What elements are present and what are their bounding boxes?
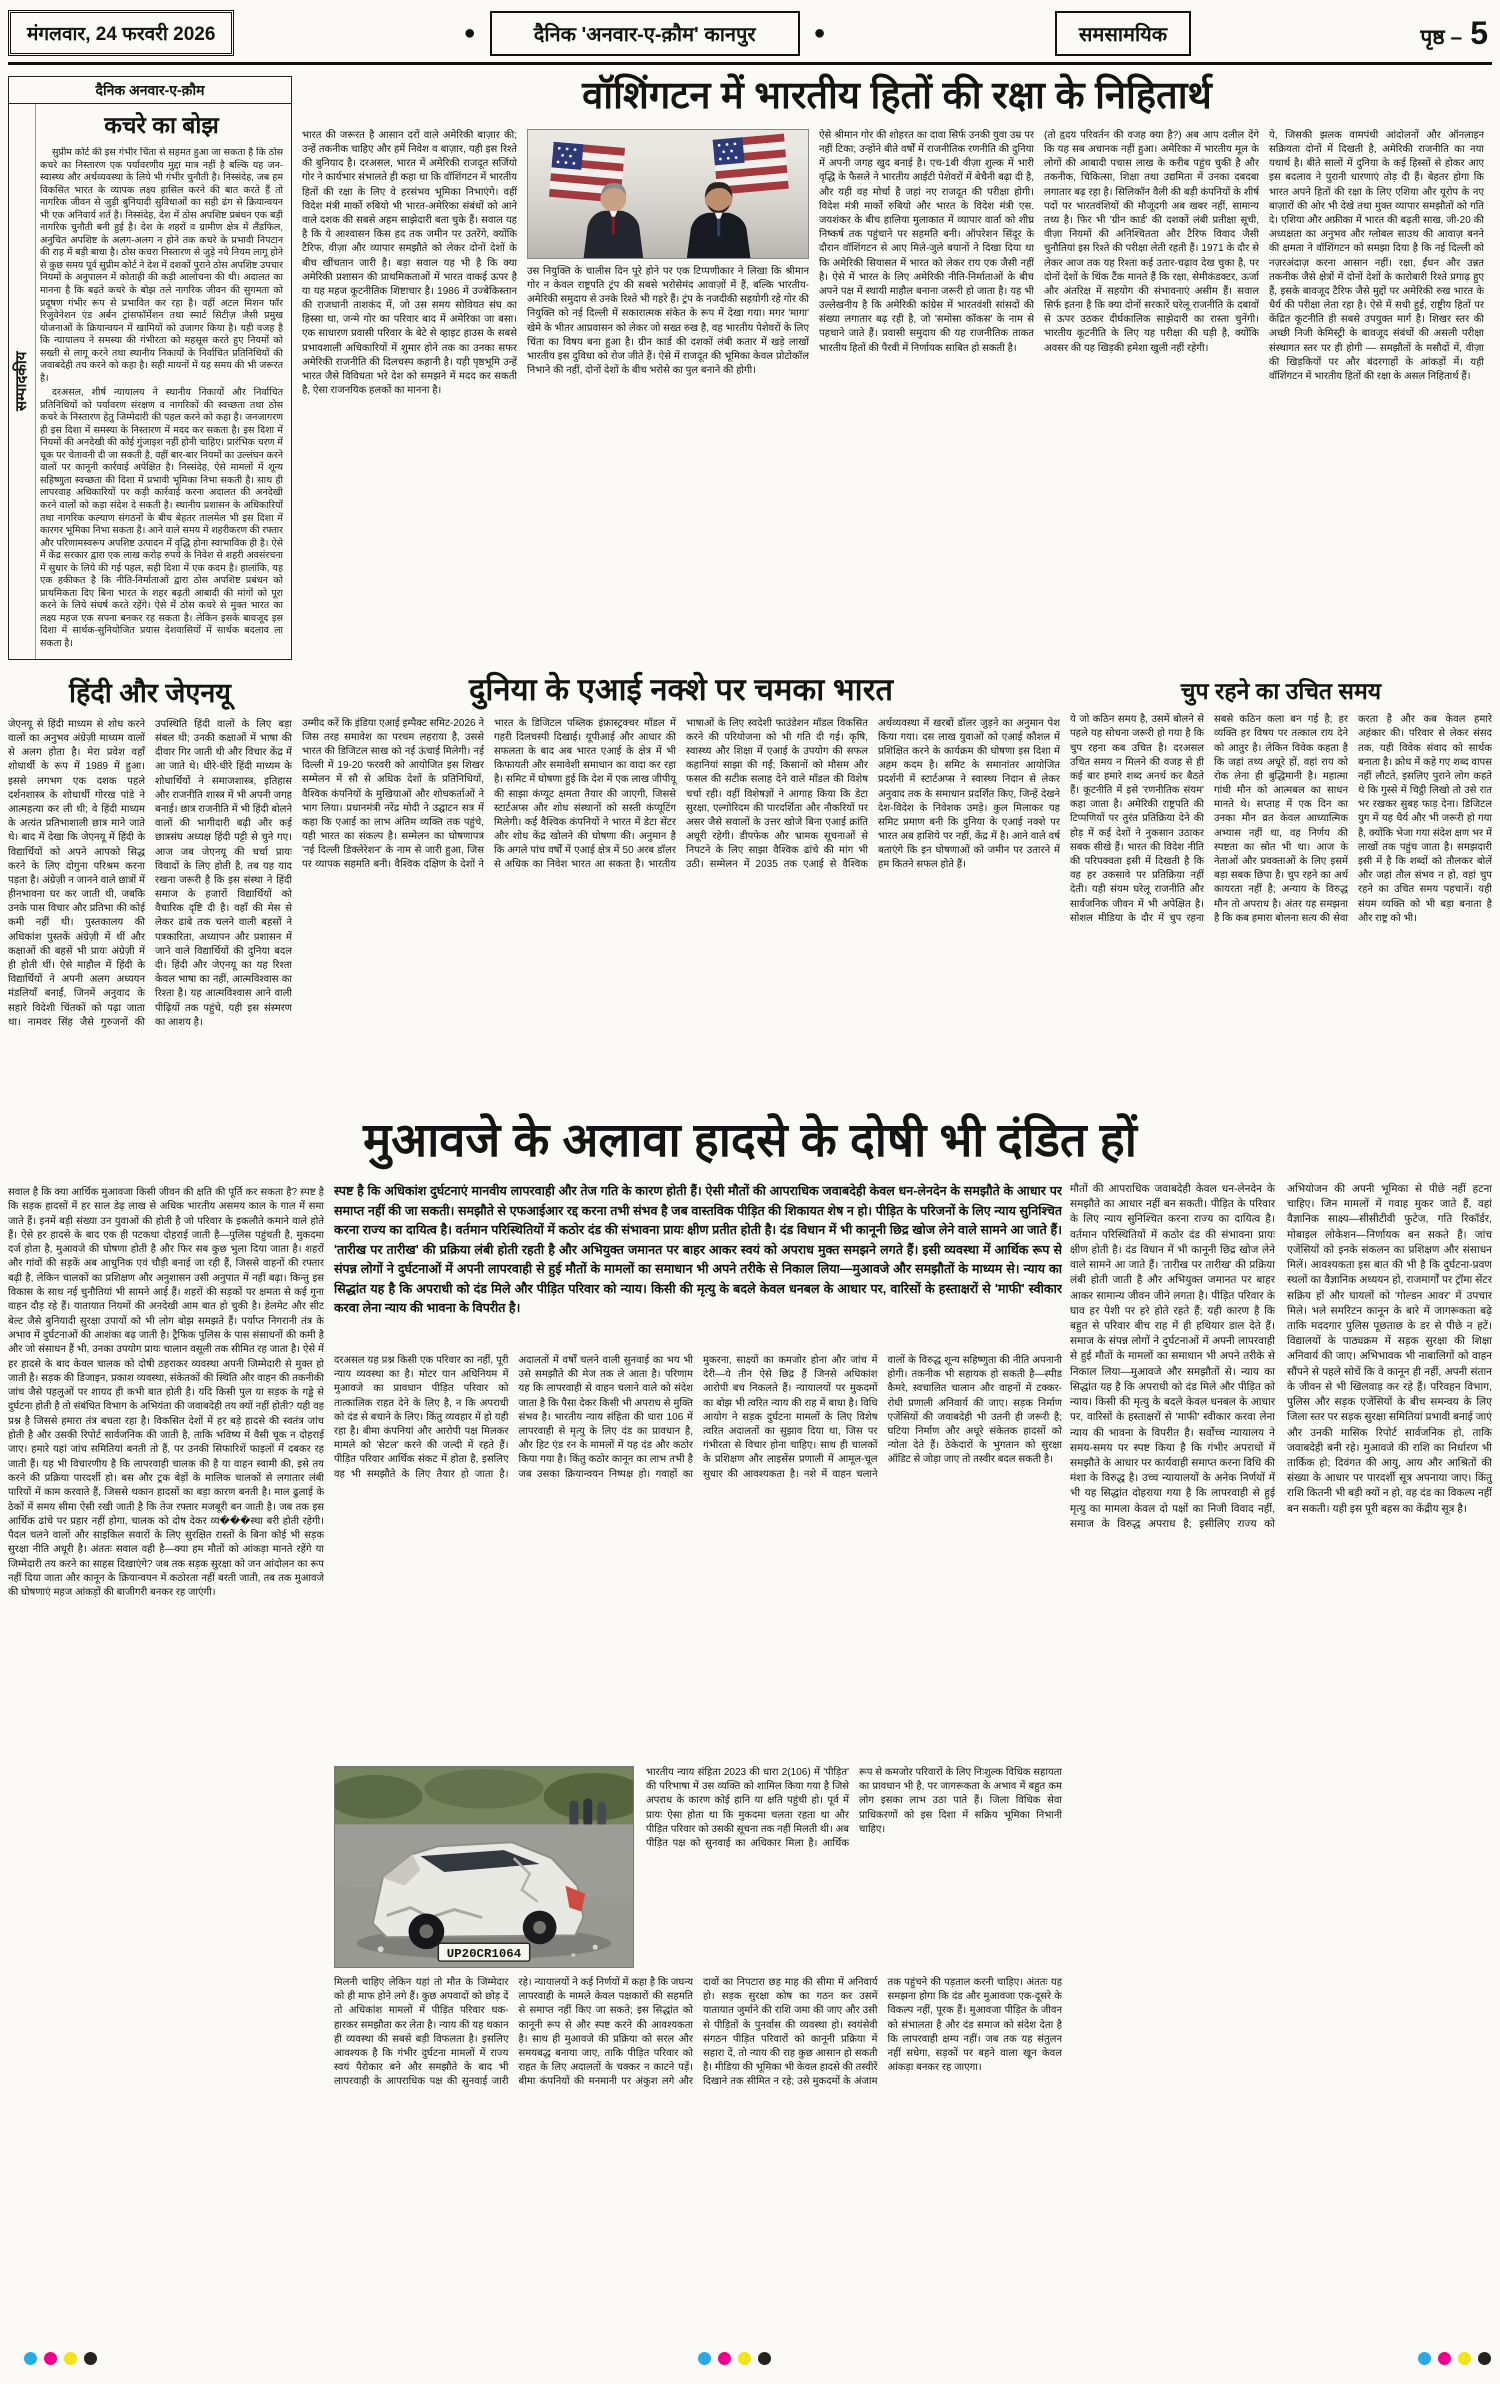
masthead-box	[490, 11, 800, 56]
cmyk-dot-black	[84, 2352, 97, 2365]
accident-body-upper: दरअसल यह प्रश्न किसी एक परिवार का नहीं, पूरी न्याय व्यवस्था का है। मोटर यान अधिनियम में मुआवजे का प्रावधान पीड़ित परिवार को तात्कालिक राहत देने के लिए है, न कि अपराधी को दंड से बचाने के लिए। किंतु व्यवहार में हो यही रहा है। बीमा कंपनियां और आरोपी पक्ष मिलकर मामले को 'सेटल' करने की जल्दी में रहते हैं। पीड़ित परिवार आर्थिक संकट में होता है, इसलिए वह भी समझौते के लिए तैयार हो जाता है। अदालतों में वर्षों चलने वाली सुनवाई का भय भी उसे समझौते की मेज तक ले आता है। परिणाम यह कि लापरवाही से वाहन चलाने वाले को संदेश जाता है कि पैसा देकर किसी भी अपराध से मुक्ति संभव है। भारतीय न्याय संहिता की धारा 106 में लापरवाही से मृत्यु के लिए दंड का प्रावधान है, और हिट एंड रन के मामलों में यह दंड और कठोर किया गया है। किंतु कठोर कानून का लाभ तभी है जब उसका क्रियान्वयन निष्पक्ष हो। गवाहों का मुकरना, साक्ष्यों का कमजोर होना और जांच में देरी—ये तीन ऐसे छिद्र हैं जिनसे अधिकांश आरोपी बच निकलते हैं। न्यायालयों पर मुकदमों का बोझ भी त्वरित न्याय की राह में बाधा है। विधि आयोग ने सड़क दुर्घटना मामलों के लिए विशेष त्वरित अदालतों का सुझाव दिया था, जिस पर गंभीरता से विचार होना चाहिए। साथ ही चालकों के प्रशिक्षण और लाइसेंस प्रणाली में आमूल-चूल सुधार की आवश्यकता है। नशे में वाहन चलाने वालों के विरुद्ध शून्य सहिष्णुता की नीति अपनानी होगी। तकनीक भी सहायक हो सकती है—स्पीड कैमरे, स्वचालित चालान और वाहनों में टक्कर-रोधी प्रणाली अनिवार्य की जाए। सड़क निर्माण एजेंसियों की जवाबदेही भी उतनी ही जरूरी है; घटिया निर्माण और अधूरे संकेतक हादसों को न्योता देते हैं। ठेकेदारों के भुगतान को सुरक्षा ऑडिट से जोड़ा जाए तो तस्वीर बदल सकती है।	[334, 1355, 1062, 1480]
cmyk-registration-dots	[24, 2352, 97, 2365]
article-column: ऐसे श्रीमान गोर की शोहरत का दावा सिर्फ उनकी युवा उम्र पर नहीं टिका; उन्होंने बीते वर्षों में राजनीतिक रणनीति की दुनिया में अपनी जगह खुद बनाई है। एच-1बी वीज़ा शुल्क में भारी वृद्धि के फैसले ने भारतीय आईटी पेशेवरों में बेचैनी बढ़ा दी है, और यही वह मोर्चा है जहां नए राजदूत की परीक्षा होगी। विदेश मंत्री मार्को रुबियो और भारत के विदेश मंत्री एस. जयशंकर के बीच हालिया मुलाकात में व्यापार वार्ता को शीघ्र निष्कर्ष तक पहुंचाने पर सहमति बनी। ऑपरेशन सिंदूर के दौरान वॉशिंगटन से आए मिले-जुले बयानों ने दिखा दिया था कि अमेरिकी सियासत में भारत को लेकर राय एक जैसी नहीं है। ऐसे में भारत के लिए अमेरिकी नीति-निर्माताओं के बीच अपने पक्ष में स्थायी माहौल बनाना जरूरी हो जाता है। यह भी उल्लेखनीय है कि अमेरिकी कांग्रेस में भारतवंशी सांसदों की संख्या लगातार बढ़ रही है, जो 'समोसा कॉकस' के नाम से पहचाने जाते हैं। प्रवासी समुदाय की यह राजनीतिक ताकत भारतीय हितों की पैरवी में निर्णायक साबित हो सकती है।	[819, 129, 1034, 354]
wrecked-car-accident-photo	[334, 1766, 634, 1968]
article-column-with-photo	[527, 129, 809, 651]
cmyk-dot-cyan	[698, 2352, 711, 2365]
section-text: समसामयिक	[1078, 23, 1168, 46]
bullet-icon: ●	[463, 22, 476, 44]
editorial-article	[8, 76, 292, 660]
ai-summit-article	[302, 672, 1060, 1104]
bystanders-silhouettes	[569, 1799, 606, 1827]
masthead-text: दैनिक 'अनवार-ए-क़ौम' कानपुर	[533, 23, 756, 46]
page-number-prefix: पृष्ठ –	[1420, 25, 1463, 49]
hindi-jnu-headline: हिंदी और जेएनयू	[69, 678, 231, 708]
cmyk-dot-yellow	[64, 2352, 77, 2365]
cmyk-dot-cyan	[1418, 2352, 1431, 2365]
cmyk-dot-magenta	[1438, 2352, 1451, 2365]
hindi-jnu-body: जेएनयू से हिंदी माध्यम से शोध करने वालों का अनुभव अंग्रेज़ी माध्यम वालों से अलग होता है। मेरा प्रवेश वहाँ शोधार्थी के रूप में 1989 में हुआ। इससे लगभग एक दशक पहले दर्शनशास्त्र के शोधार्थी गोरख पांडे ने आत्महत्या कर ली थी; वे हिंदी माध्यम के अत्यंत प्रतिभाशाली छात्र माने जाते थे। बाद में देखा कि जेएनयू में हिंदी के विद्यार्थियों को अपने आपको सिद्ध करने के लिए दोगुना परिश्रम करना पड़ता है। अंग्रेज़ी न जानने वाले छात्रों में हीनभावना घर कर जाती थी, जबकि उनके पास विचार और प्रतिभा की कोई कमी नहीं थी। पुस्तकालय की अधिकांश पुस्तकें अंग्रेज़ी में थीं और कक्षाओं की बहसें भी प्रायः अंग्रेज़ी में ही होती थीं। ऐसे माहौल में हिंदी के विद्यार्थियों ने अपनी अलग अध्ययन मंडलियाँ बनाईं, जिनमें अनुवाद के सहारे विदेशी चिंतकों को पढ़ा जाता था। नामवर सिंह जैसे गुरुजनों की उपस्थिति हिंदी वालों के लिए बड़ा संबल थी; उनकी कक्षाओं में भाषा की दीवार गिर जाती थी और विचार केंद्र में आ जाते थे। धीरे-धीरे हिंदी माध्यम के शोधार्थियों ने समाजशास्त्र, इतिहास और राजनीति शास्त्र में भी अपनी जगह बनाई। छात्र राजनीति में भी हिंदी बोलने वालों की भागीदारी बढ़ी और कई छात्रसंघ अध्यक्ष हिंदी पट्टी से चुने गए। आज जब जेएनयू की चर्चा प्रायः विवादों के लिए होती है, तब यह याद रखना जरूरी है कि इस संस्था ने हिंदी समाज के हजारों विद्यार्थियों को वैचारिक दृष्टि दी है। वहाँ की मेस से लेकर ढाबे तक चलने वाली बहसों ने पत्रकारिता, अध्यापन और प्रशासन में जाने वाले विद्यार्थियों की दुनिया बदल दी। हिंदी और जेएनयू का यह रिश्ता केवल भाषा का नहीं, आत्मविश्वास का रिश्ता है। यह आत्मविश्वास आने वाली पीढ़ियों तक पहुंचे, यही इस संस्मरण का आशय है।	[8, 718, 292, 1028]
date-box	[8, 10, 234, 56]
cmyk-dot-magenta	[718, 2352, 731, 2365]
editorial-paragraph: सुप्रीम कोर्ट की इस गंभीर चिंता से सहमत हुआ जा सकता है कि ठोस कचरे का निस्तारण एक पर्यावरणीय मुद्दा मात्र नहीं है बल्कि यह जन-स्वास्थ्य और अर्थव्यवस्था के लिये भी गंभीर चुनौती है। निस्संदेह, जब हम विकसित भारत के व्यापक लक्ष्य हासिल करने की बात करते हैं तो नागरिक जीवन से जुड़ी बुनियादी सुविधाओं का सही ढंग से क्रियान्वयन भी एक अनिवार्य शर्त है। निस्संदेह, देश में ठोस अपशिष्ट प्रबंधन एक बड़ी नागरिक चुनौती बनी हुई है। देश के शहरों व ग्रामीण क्षेत्र में लैंडफिल, अनुचित अपशिष्ट के अलग-अलग न होने तक कचरे के प्रभावी निपटान की राह में बड़ी बाधा है। ठोस कचरा निस्तारण से जुड़े नये नियम लागू होने से कुछ समय पूर्व सुप्रीम कोर्ट ने देश में दशकों पुराने ठोस अपशिष्ट उपचार नियमों के अनुपालन में कोताही की कड़ी आलोचना की थी। अदालत का मानना है कि बढ़ते कचरे के बोझ तले नागरिक जीवन की सुगमता को प्रदूषण गंभीर रूप से प्रभावित कर रहा है। वहीं अटल मिशन फॉर रिजुवेनेशन एंड अर्बन ट्रांसफॉर्मेशन तथा स्मार्ट सिटीज़ जैसी प्रमुख योजनाओं के क्रियान्वयन में खामियों को उजागर किया है। यही वजह है कि न्यायालय ने समस्या की गंभीरता को महसूस करते हुए नियमों को सख्ती से लागू करने तथा स्थानीय निकायों के निर्वाचित प्रतिनिधियों की जवाबदेही तय करने को कहा है। सही मायनों में यह समय की भी जरूरत है।	[40, 147, 283, 384]
cmyk-dot-black	[758, 2352, 771, 2365]
washington-headline: वॉशिंगटन में भारतीय हितों की रक्षा के निहितार्थ	[582, 75, 1212, 117]
accident-bold-intro: स्पष्ट है कि अधिकांश दुर्घटनाएं मानवीय लापरवाही और तेज गति के कारण होती हैं। ऐसी मौतों की आपराधिक जवाबदेही केवल धन-लेनदेन के समझौते के आधार पर समाप्त नहीं की जा सकती। समझौते से एफआईआर रद्द करना तभी संभव है जब वास्तविक पीड़ित की शिकायत शेष न हो। पीड़ित के परिजनों के लिए न्याय सुनिश्चित करना राज्य का दायित्व है। वर्तमान परिस्थितियों में कठोर दंड की संभावना प्रायः क्षीण प्रतीत होती है। दंड विधान में भी कानूनी छिद्र खोज लेने वाले सामने आ जाते हैं। 'तारीख पर तारीख' की प्रक्रिया लंबी होती रहती है और अभियुक्त जमानत पर बाहर आकर स्वयं को अपराध मुक्त समझने लगते हैं। इसी व्यवस्था में आर्थिक रूप से संपन्न लोगों ने दुर्घटनाओं में अपनी लापरवाही से हुई मौतों के मामलों का समाधान भी अपने तरीके से निकाल लिया—मुआवजे और समझौतों के माध्यम से। न्याय का सिद्धांत यह है कि अपराधी को दंड मिले और पीड़ित परिवार को न्याय। किसी की मृत्यु के बदले केवल धनबल के आधार पर, वारिसों के हस्ताक्षरों से 'माफी' स्वीकार करवा लेना न्याय की भावना के विपरीत है।	[334, 1184, 1062, 1316]
silence-body: ये जो कठिन समय है, उसमें बोलने से पहले यह सोचना जरूरी हो गया है कि चुप रहना कब उचित है। दरअसल उचित समय न मिलने की वजह से ही कई बार हमारे शब्द अनर्थ कर बैठते हैं। कूटनीति में इसे 'रणनीतिक संयम' कहा जाता है। अमेरिकी राष्ट्रपति की टिप्पणियों पर तुरंत प्रतिक्रिया देने की होड़ में कई देशों ने नुकसान उठाकर सबक सीखे हैं। भारत की विदेश नीति की परिपक्वता इसी में दिखती है कि वह हर उकसावे पर प्रतिक्रिया नहीं देती। यही संयम घरेलू राजनीति और सार्वजनिक जीवन में भी अपेक्षित है। सोशल मीडिया के दौर में चुप रहना सबसे कठिन कला बन गई है; हर व्यक्ति हर विषय पर तत्काल राय देने को आतुर है। लेकिन विवेक कहता है कि जहां तथ्य अधूरे हों, वहां राय को रोक लेना ही बुद्धिमानी है। महात्मा गांधी मौन को आत्मबल का साधन मानते थे। सप्ताह में एक दिन का उनका मौन व्रत केवल आध्यात्मिक अभ्यास नहीं था, वह निर्णय की स्पष्टता का स्रोत भी था। आज के नेताओं और प्रवक्ताओं के लिए इसमें बड़ा सबक छिपा है। चुप रहने का अर्थ कायरता नहीं है; अन्याय के विरुद्ध मौन तो अपराध है। अंतर यह समझना है कि कब हमारा बोलना सत्य की सेवा करता है और कब केवल हमारे अहंकार की। परिवार से लेकर संसद तक, यही विवेक संवाद को सार्थक बनाता है। क्रोध में कहे गए शब्द वापस नहीं लौटते, इसलिए पुराने लोग कहते थे कि गुस्से में चिट्ठी लिखो तो उसे रात भर रखकर सुबह फाड़ देना। डिजिटल युग में यह धैर्य और भी जरूरी हो गया है, क्योंकि भेजा गया संदेश क्षण भर में लाखों तक पहुंच जाता है। समझदारी इसी में है कि शब्दों को तौलकर बोलें और जहां तौल संभव न हो, वहां चुप रहने का उचित समय पहचानें। यही संयम व्यक्ति को भी बड़ा बनाता है और राष्ट्र को भी।	[1070, 714, 1492, 924]
cmyk-dot-black	[1478, 2352, 1491, 2365]
date-text: मंगलवार, 24 फरवरी 2026	[27, 24, 216, 45]
hindi-jnu-article	[8, 678, 292, 1104]
license-plate	[438, 1943, 529, 1961]
article-column: भारत की जरूरत है आसान दरों वाले अमेरिकी बाज़ार की; उन्हें तकनीक चाहिए और हमें निवेश व बाज़ार, यही इस रिश्ते की बुनियाद है। दरअसल, भारत में अमेरिकी राजदूत सर्जियो गोर ने कार्यभार संभालते ही कहा था कि वॉशिंगटन में भारतीय हितों की रक्षा के लिए वे हरसंभव भूमिका निभाएंगे। वहीं विदेश मंत्री मार्को रुबियो भी भारत-अमेरिका संबंधों को आने वाले दशक की सबसे अहम साझेदारी बता चुके हैं। सवाल यह है कि ये आश्वासन किस हद तक जमीन पर उतरेंगे, क्योंकि टैरिफ, वीज़ा और व्यापार समझौते को लेकर दोनों देशों के बीच खींचतान जारी है। बड़ा सवाल यह भी है कि क्या अमेरिकी प्रशासन की प्राथमिकताओं में भारत वाकई ऊपर है या यह महज कूटनीतिक शिष्टाचार है। 1986 में उज्बेकिस्तान की राजधानी ताशकंद में, जो उस समय सोवियत संघ का हिस्सा था, जन्मे गोर का परिवार बाद में अमेरिका जा बसा। एक साधारण प्रवासी परिवार के बेटे से व्हाइट हाउस के सबसे प्रभावशाली अधिकारियों में शुमार होने तक का उनका सफर अमेरिकी राजनीति की दिलचस्प कहानी है। यही पृष्ठभूमि उन्हें भारत जैसे विविधता भरे देश को समझने में मदद कर सकती है, ऐसा राजनयिक हलकों का मानना है।	[302, 129, 517, 397]
editorial-body-wrap	[9, 104, 291, 659]
ai-summit-body: उम्मीद करें कि इंडिया एआई इम्पैक्ट समिट-2026 ने जिस तरह समावेश का परचम लहराया है, उससे भारत की डिजिटल साख को नई ऊंचाई मिलेगी। नई दिल्ली में 19-20 फरवरी को आयोजित इस शिखर सम्मेलन में सौ से अधिक देशों के प्रतिनिधियों, वैश्विक कंपनियों के मुखियाओं और शोधकर्ताओं ने भाग लिया। प्रधानमंत्री नरेंद्र मोदी ने उद्घाटन सत्र में कहा कि एआई का लाभ अंतिम व्यक्ति तक पहुंचे, यही भारत का संकल्प है। सम्मेलन का घोषणापत्र 'नई दिल्ली डिक्लेरेशन' के नाम से जारी हुआ, जिस पर व्यापक सहमति बनी। वैश्विक दक्षिण के देशों ने भारत के डिजिटल पब्लिक इंफ्रास्ट्रक्चर मॉडल में गहरी दिलचस्पी दिखाई। यूपीआई और आधार की सफलता के बाद अब भारत एआई के क्षेत्र में भी किफायती और समावेशी समाधान का वादा कर रहा है। समिट में घोषणा हुई कि देश में एक लाख जीपीयू की साझा कंप्यूट क्षमता तैयार की जाएगी, जिससे स्टार्टअप्स और शोध संस्थानों को सस्ती कंप्यूटिंग मिलेगी। कई वैश्विक कंपनियों ने भारत में डेटा सेंटर और शोध केंद्र खोलने की घोषणा की। अनुमान है कि अगले पांच वर्षों में एआई क्षेत्र में 50 अरब डॉलर से अधिक का निवेश भारत आ सकता है। भारतीय भाषाओं के लिए स्वदेशी फाउंडेशन मॉडल विकसित करने की परियोजना को भी गति दी गई। कृषि, स्वास्थ्य और शिक्षा में एआई के उपयोग की सफल कहानियां साझा की गईं; किसानों को मौसम और फसल की सटीक सलाह देने वाले मॉडल की विशेष चर्चा रही। वहीं विशेषज्ञों ने आगाह किया कि डेटा सुरक्षा, एल्गोरिदम की पारदर्शिता और नौकरियों पर असर जैसे सवालों के उत्तर खोजे बिना एआई क्रांति अधूरी रहेगी। डीपफेक और भ्रामक सूचनाओं से निपटने के लिए साझा वैश्विक ढांचे की मांग भी उठी। सम्मेलन में 2035 तक एआई से वैश्विक अर्थव्यवस्था में खरबों डॉलर जुड़ने का अनुमान पेश किया गया। दस लाख युवाओं को एआई कौशल में प्रशिक्षित करने के कार्यक्रम की घोषणा इस दिशा में अहम कदम है। समिट के समानांतर आयोजित प्रदर्शनी में स्टार्टअप्स ने स्वास्थ्य निदान से लेकर अनुवाद तक के समाधान प्रदर्शित किए, जिन्हें देखने देश-विदेश के निवेशक उमड़े। कुल मिलाकर यह समिट प्रमाण बनी कि दुनिया के एआई नक्शे पर भारत अब हाशिये पर नहीं, केंद्र में है। आने वाले वर्ष बताएंगे कि इन घोषणाओं को जमीन पर उतारने में हम कितने सफल होते हैं।	[302, 717, 1060, 871]
cmyk-registration-dots	[1418, 2352, 1491, 2365]
masthead-group	[464, 11, 826, 56]
silence-headline: चुप रहने का उचित समय	[1180, 678, 1382, 704]
accident-left-column: सवाल है कि क्या आर्थिक मुआवजा किसी जीवन की क्षति की पूर्ति कर सकता है? स्पष्ट है कि सड़क हादसों में हर साल डेढ़ लाख से अधिक भारतीय असमय काल के गाल में समा जाते हैं। इनमें बड़ी संख्या उन युवाओं की होती है जो परिवार के इकलौते कमाने वाले होते हैं। ऐसे हर हादसे के बाद एक ही पटकथा दोहराई जाती है—पुलिस पहुंचती है, मुकदमा दर्ज होता है, मुआवजे की घोषणा होती है और फिर सब कुछ भुला दिया जाता है। शहरों और गांवों की सड़कें अब आधुनिक एवं चौड़ी बनाई जा रही हैं, जिससे वाहनों की रफ्तार बढ़ी है, लेकिन चालकों का प्रशिक्षण और अनुशासन उसी अनुपात में नहीं बढ़ा। किन्तु इस विकास के साथ नई चुनौतियां भी सामने आई हैं। शहरों की सड़कों पर क्षमता से कई गुना वाहन दौड़ रहे हैं। यातायात नियमों की अनदेखी आम बात हो चुकी है। हेलमेट और सीट बेल्ट जैसे बुनियादी सुरक्षा उपायों को भी लोग बोझ समझते हैं। पर्याप्त निगरानी तंत्र के अभाव में दुर्घटनाओं की आशंका बढ़ जाती है। ट्रैफिक पुलिस के पास संसाधनों की कमी है और जो संसाधन हैं भी, उनका उपयोग प्रायः चालान वसूली तक सीमित रह जाता है। ऐसे में हर हादसे के बाद केवल चालक को दोषी ठहराकर व्यवस्था अपनी जिम्मेदारी से मुक्त हो जाती है। सड़क की डिजाइन, प्रकाश व्यवस्था, संकेतकों की स्थिति और वाहन की तकनीकी जांच जैसे पहलुओं पर शायद ही कभी बात होती है। यदि किसी पुल या सड़क के गड्ढे से दुर्घटना होती है तो संबंधित विभाग के अभियंता की जवाबदेही तय क्यों नहीं होती? यही वह प्रश्न है जिससे हमारा तंत्र बचता रहा है। विकसित देशों में हर बड़े हादसे की स्वतंत्र जांच होती है और उसकी रिपोर्ट सार्वजनिक की जाती है, ताकि भविष्य में वैसी चूक न दोहराई जाए। हमारे यहां जांच समितियां बनती तो हैं, पर उनकी सिफारिशें फाइलों में दबकर रह जाती हैं। यह भी विचारणीय है कि लापरवाही चालक की है या वाहन स्वामी की, इसे तय करने की प्रक्रिया पारदर्शी हो। बस और ट्रक बेड़ों के मालिक चालकों से लगातार लंबी पारियों में काम करवाते हैं, जिससे थकान हादसों का बड़ा कारण बनती है। माल ढुलाई के ठेकों में समय सीमा ऐसी रखी जाती है कि तेज रफ्तार मजबूरी बन जाती है। जब तक इस आर्थिक ढांचे पर प्रहार नहीं होगा, चालक को दोष देकर व्य���स्था बरी होती रहेगी। पैदल चलने वालों और साइकिल सवारों के लिए सुरक्षित रास्तों के बिना कोई भी सड़क सुरक्षा नीति अधूरी है। अंततः सवाल वही है—क्या हम मौतों को आंकड़ा मानते रहेंगे या जिम्मेदारी तय करने का साहस दिखाएंगे? जब तक सड़क सुरक्षा को जन आंदोलन का रूप नहीं दिया जाता और कानून के क्रियान्वयन में कठोरता नहीं बरती जाती, तब तक मुआवजे की घोषणाएं महज आंकड़ों की बाजीगरी बनकर रह जाएंगी।	[8, 1187, 324, 1599]
accident-body-lower: मिलनी चाहिए लेकिन यहां तो मौत के जिम्मेदार को ही माफ होने लगे हैं। कुछ अपवादों को छोड़ दें तो अधिकांश मामलों में पीड़ित परिवार थक-हारकर समझौता कर लेता है। न्याय की यह थकान ही व्यवस्था की सबसे बड़ी विफलता है। इसलिए आवश्यक है कि गंभीर दुर्घटना मामलों में राज्य स्वयं पैरोकार बने और समझौते के बाद भी लापरवाही के आपराधिक पक्ष की सुनवाई जारी रहे। न्यायालयों ने कई निर्णयों में कहा है कि जघन्य लापरवाही के मामले केवल पक्षकारों की सहमति से समाप्त नहीं किए जा सकते; इस सिद्धांत को कानूनी रूप से और स्पष्ट करने की आवश्यकता है। साथ ही मुआवजे की प्रक्रिया को सरल और समयबद्ध बनाया जाए, ताकि पीड़ित परिवार को राहत के लिए अदालतों के चक्कर न काटने पड़ें। बीमा कंपनियों की मनमानी पर अंकुश लगे और दावों का निपटारा छह माह की सीमा में अनिवार्य हो। सड़क सुरक्षा कोष का गठन कर उसमें यातायात जुर्माने की राशि जमा की जाए और उसी से पीड़ितों के पुनर्वास की व्यवस्था हो। स्वयंसेवी संगठन पीड़ित परिवारों को कानूनी प्रक्रिया में सहारा दें, तो न्याय की राह कुछ आसान हो सकती है। मीडिया की भूमिका भी केवल हादसे की तस्वीरें दिखाने तक सीमित न रहे; उसे मुकदमों के अंजाम तक पहुंचने की पड़ताल करनी चाहिए। अंततः यह समझना होगा कि दंड और मुआवजा एक-दूसरे के विकल्प नहीं, पूरक हैं। मुआवजा पीड़ित के जीवन को संभालता है और दंड समाज को संदेश देता है कि लापरवाही क्षम्य नहीं। जब तक यह संतुलन नहीं सधेगा, सड़कों पर बहने वाला खून केवल आंकड़ा बनकर रह जाएगा।	[334, 1977, 1062, 2088]
license-plate-text: UP20CR1064	[446, 1947, 522, 1962]
page-number	[1420, 15, 1492, 52]
accident-photo-side-text: भारतीय न्याय संहिता 2023 की धारा 2(106) में 'पीड़ित' की परिभाषा में उस व्यक्ति को शामिल किया गया है जिसे अपराध के कारण कोई हानि या क्षति पहुंची हो। पूर्व में प्रायः ऐसा होता था कि मुकदमा चलता रहता था और पीड़ित परिवार को उसकी सूचना तक नहीं मिलती थी। अब पीड़ित पक्ष को सुनवाई का अधिकार मिला है। आर्थिक रूप से कमजोर परिवारों के लिए निःशुल्क विधिक सहायता का प्रावधान भी है, पर जागरूकता के अभाव में बहुत कम लोग इसका लाभ उठा पाते हैं। जिला विधिक सेवा प्राधिकरणों को इस दिशा में सक्रिय भूमिका निभानी चाहिए।	[646, 1767, 1062, 1849]
cmyk-registration-dots	[698, 2352, 771, 2365]
editorial-paragraph: दरअसल, शीर्ष न्यायालय ने स्थानीय निकायों और निर्वाचित प्रतिनिधियों को पर्यावरण संरक्षण व नागरिकों की स्वच्छता तथा ठोस कचरे के निस्तारण हेतु जिम्मेदारी की पहल करने को कहा है। जनजागरण ही इस दिशा में समस्या के निस्तारण में मदद कर सकता है। इस दिशा में नियमों की अनदेखी की कोई गुंजाइश नहीं होनी चाहिए। प्रारंभिक चरण में चूक पर चेतावनी दी जा सकती है, वहीं बार-बार नियमों का उल्लंघन करने वालों पर कानूनी कार्रवाई अपेक्षित है। निस्संदेह, ऐसे मामलों में शून्य सहिष्णुता स्वच्छता की दिशा में प्रभावी भूमिका निभा सकती है। साथ ही लापरवाह अधिकारियों पर कड़ी कार्रवाई करना अदालत की अनदेखी करने वालों को कड़ा संदेश दे सकती है। स्थानीय प्रशासन के अधिकारियों तथा नागरिक कल्याण संगठनों के बीच बेहतर तालमेल भी इस दिशा में कारगर भूमिका निभा सकता है। आने वाले समय में शहरीकरण की रफ्तार और परिणामस्वरूप अपशिष्ट उत्पादन में वृद्धि होना स्वाभाविक ही है। ऐसे में केंद्र सरकार द्वारा एक लाख करोड़ रुपये के निवेश से शहरी अवसंरचना में सुधार के लिये की गई पहल, सही दिशा में एक कदम है। हालांकि, यह एक हकीकत है कि नीति-निर्माताओं द्वारा ठोस अपशिष्ट प्रबंधन को प्राथमिकता दिए बिना भारत के शहर बढ़ती आबादी की मांगों को पूरा करने के लिये संघर्ष करते रहेंगे। ऐसे में ठोस कचरे से मुक्त भारत का लक्ष्य महज एक सपना बनकर रह सकता है। लेकिन इसके बावजूद इस दिशा में सार्थक-सुनियोजित प्रयास देशवासियों में सार्थक बदलाव ला सकता है।	[40, 387, 283, 649]
cmyk-dot-yellow	[1458, 2352, 1471, 2365]
header-rule	[8, 62, 1492, 65]
editorial-kicker: सम्पादकीय	[9, 104, 36, 659]
cmyk-dot-cyan	[24, 2352, 37, 2365]
accident-photo-row	[334, 1766, 1062, 1968]
editorial-masthead: दैनिक अनवार-ए-क़ौम	[9, 77, 291, 104]
article-column: ये, जिसकी झलक वामपंथी आंदोलनों और ऑनलाइन सक्रियता दोनों में दिखती है, अमेरिकी राजनीति का नया यथार्थ है। बीते सालों में दुनिया के कई हिस्सों से होकर आए इस बदलाव ने पुरानी धारणाएं तोड़ दी हैं। बेहतर होगा कि भारत अपने हितों की रक्षा के लिए एशिया और यूरोप के नए बाज़ारों की ओर भी देखे तथा मुक्त व्यापार समझौतों को गति दे। एशिया और अफ्रीका में भारत की बढ़ती साख, जी-20 की अध्यक्षता का अनुभव और ग्लोबल साउथ की आवाज़ बनने की क्षमता ने वॉशिंगटन को समझा दिया है कि नई दिल्ली को नज़रअंदाज़ करना आसान नहीं। रक्षा, ईंधन और उन्नत तकनीक जैसे क्षेत्रों में दोनों देशों के कारोबारी रिश्ते प्रगाढ़ हुए हैं, इसके बावजूद टैरिफ जैसे मुद्दों पर अमेरिकी रुख भारत के धैर्य की परीक्षा लेता रहा है। ऐसे में सधी हुई, राष्ट्रीय हितों पर केंद्रित कूटनीति ही सबसे उपयुक्त मार्ग है। शिखर स्तर की अच्छी निजी केमिस्ट्री के बावजूद संबंधों की असली परीक्षा संस्थागत स्तर पर ही होगी — समझौतों के मसौदों में, वीज़ा की खिड़कियों पर और बंदरगाहों के आंकड़ों में। यही वॉशिंगटन में भारतीय हितों की रक्षा के असल निहितार्थ हैं।	[1269, 129, 1484, 383]
article-column: (तो हृदय परिवर्तन की वजह क्या है?) अब आप दलील देंगे कि यह सब अचानक नहीं हुआ। अमेरिका में भारतीय मूल के लोगों की आबादी पचास लाख के करीब पहुंच चुकी है और तकनीक, चिकित्सा, शिक्षा तथा उद्यमिता में उनका दबदबा लगातार बढ़ रहा है। सिलिकॉन वैली की बड़ी कंपनियों के शीर्ष पदों पर भारतवंशियों की मौजूदगी अब खबर नहीं, सामान्य तथ्य है। फिर भी 'ग्रीन कार्ड' की दशकों लंबी प्रतीक्षा सूची, वीज़ा नियमों की अनिश्चितता और टैरिफ विवाद जैसी चुनौतियां इस रिश्ते की परीक्षा लेती रहती हैं। 1971 के दौर से लेकर आज तक यह रिश्ता कई उतार-चढ़ाव देख चुका है, पर दोनों देशों के थिंक टैंक मानते हैं कि रक्षा, सेमीकंडक्टर, ऊर्जा और अंतरिक्ष में सहयोग की संभावनाएं असीम हैं। सवाल सिर्फ इतना है कि क्या दोनों सरकारें घरेलू राजनीति के दबावों से ऊपर उठकर दीर्घकालिक साझेदारी का रास्ता चुनेंगी। भारतीय कूटनीति के लिए यह परीक्षा की घड़ी है, क्योंकि अवसर की यह खिड़की हमेशा खुली नहीं रहेगी।	[1044, 129, 1259, 354]
washington-article	[302, 74, 1492, 666]
silence-article	[1070, 678, 1492, 1104]
editorial-title: कचरे का बोझ	[104, 112, 219, 138]
page-number-value: 5	[1470, 14, 1488, 51]
section-box	[1055, 11, 1191, 56]
page-header	[8, 6, 1492, 60]
ai-summit-headline: दुनिया के एआई नक्शे पर चमका भारत	[468, 672, 894, 707]
washington-columns	[302, 129, 1492, 651]
accident-headline: मुआवजे के अलावा हादसे के दोषी भी दंडित हों	[363, 1113, 1137, 1166]
article-column-text: उस नियुक्ति के चालीस दिन पूरे होने पर एक टिप्पणीकार ने लिखा कि श्रीमान गोर न केवल राष्ट्रपति ट्रंप की सबसे भरोसेमंद आवाज़ों में हैं, बल्कि भारतीय-अमेरिकी समुदाय से उनके रिश्ते भी गहरे हैं। ट्रंप के नजदीकी सहयोगी रहे गोर की नियुक्ति को नई दिल्ली में सकारात्मक संकेत के रूप में देखा गया। मगर 'मागा' खेमे के भीतर आप्रवासन को लेकर जो सख्त रुख है, वह भारतीय पेशेवरों के लिए चिंता का विषय बना हुआ है। ग्रीन कार्ड की दशकों लंबी कतार में खड़े लाखों भारतीय इस दुविधा को रोज जीते हैं। ऐसे में राजदूत की भूमिका केवल प्रोटोकॉल निभाने की नहीं, दोनों देशों के बीच भरोसे का पुल बनाने की होगी।	[527, 265, 809, 377]
editorial-text	[40, 147, 283, 653]
accident-right-columns: मौतों की आपराधिक जवाबदेही केवल धन-लेनदेन के समझौते का आधार नहीं बन सकती। पीड़ित के परिवार के लिए न्याय सुनिश्चित करना राज्य का दायित्व है। वर्तमान परिस्थितियों में कठोर दंड की संभावना प्रायः क्षीण होती है। दंड विधान में भी कानूनी छिद्र खोज लेने वाले सामने आ जाते हैं। 'तारीख पर तारीख' की प्रक्रिया लंबी होती जाती है और अभियुक्त जमानत पर बाहर आकर सामान्य जीवन जीने लगता है। पीड़ित परिवार के घाव हर पेशी पर हरे होते रहते हैं; यही कारण है कि बहुत से परिवार बीच राह में ही हथियार डाल देते हैं। समाज के संपन्न लोगों ने दुर्घटनाओं में अपनी लापरवाही से हुई मौतों के मामलों का समाधान भी अपने तरीके से निकाल लिया—मुआवजे और समझौतों से। न्याय का सिद्धांत यह है कि अपराधी को दंड मिले और पीड़ित को न्याय। किसी की मृत्यु के बदले केवल धनबल के आधार पर, वारिसों के हस्ताक्षरों से 'माफी' स्वीकार करवा लेना न्याय की भावना के विपरीत है। सर्वोच्च न्यायालय ने समय-समय पर स्पष्ट किया है कि गंभीर अपराधों में समझौते के आधार पर कार्यवाही समाप्त करना विधि की मंशा के विरुद्ध है। उच्च न्यायालयों के अनेक निर्णयों में भी यह सिद्धांत दोहराया गया है कि लापरवाही से हुई मृत्यु का मामला केवल दो पक्षों का निजी विवाद नहीं, समाज के विरुद्ध अपराध है; इसीलिए राज्य को अभियोजन की अपनी भूमिका से पीछे नहीं हटना चाहिए। जिन मामलों में गवाह मुकर जाते हैं, वहां वैज्ञानिक साक्ष्य—सीसीटीवी फुटेज, गति रिकॉर्डर, मोबाइल लोकेशन—निर्णायक बन सकते हैं। जांच एजेंसियों को इनके संकलन का प्रशिक्षण और संसाधन मिलें। आवश्यकता इस बात की भी है कि दुर्घटना-प्रवण स्थलों का वैज्ञानिक अध्ययन हो, राजमार्गों पर ट्रॉमा सेंटर सक्रिय हों और घायलों को 'गोल्डन आवर' में उपचार मिले। भले समरिटन कानून के बारे में जागरूकता बढ़े ताकि मददगार पुलिस पूछताछ के डर से पीछे न हटें। विद्यालयों के पाठ्यक्रम में सड़क सुरक्षा की शिक्षा अनिवार्य की जाए। अभिभावक भी नाबालिगों को वाहन सौंपने से पहले सोचें कि वे कानून ही नहीं, अपनी संतान के जीवन से भी खिलवाड़ कर रहे हैं। परिवहन विभाग, पुलिस और सड़क एजेंसियों के बीच समन्वय के लिए जिला स्तर पर सड़क सुरक्षा समितियां प्रभावी बनाई जाएं और उनकी मासिक रिपोर्ट सार्वजनिक हो, ताकि जवाबदेही बनी रहे। मुआवजे की राशि का निर्धारण भी तार्किक हो; दिवंगत की आयु, आय और आश्रितों की संख्या के आधार पर पारदर्शी सूत्र अपनाया जाए। किंतु राशि कितनी भी बड़ी क्यों न हो, वह दंड का विकल्प नहीं बन सकती। यही इस पूरी बहस का केंद्रीय सूत्र है।	[1070, 1183, 1492, 1530]
bullet-icon: ●	[813, 22, 826, 44]
two-us-officials-with-flags-photo	[527, 129, 809, 259]
cmyk-dot-magenta	[44, 2352, 57, 2365]
editorial-main	[36, 104, 291, 659]
cmyk-dot-yellow	[738, 2352, 751, 2365]
